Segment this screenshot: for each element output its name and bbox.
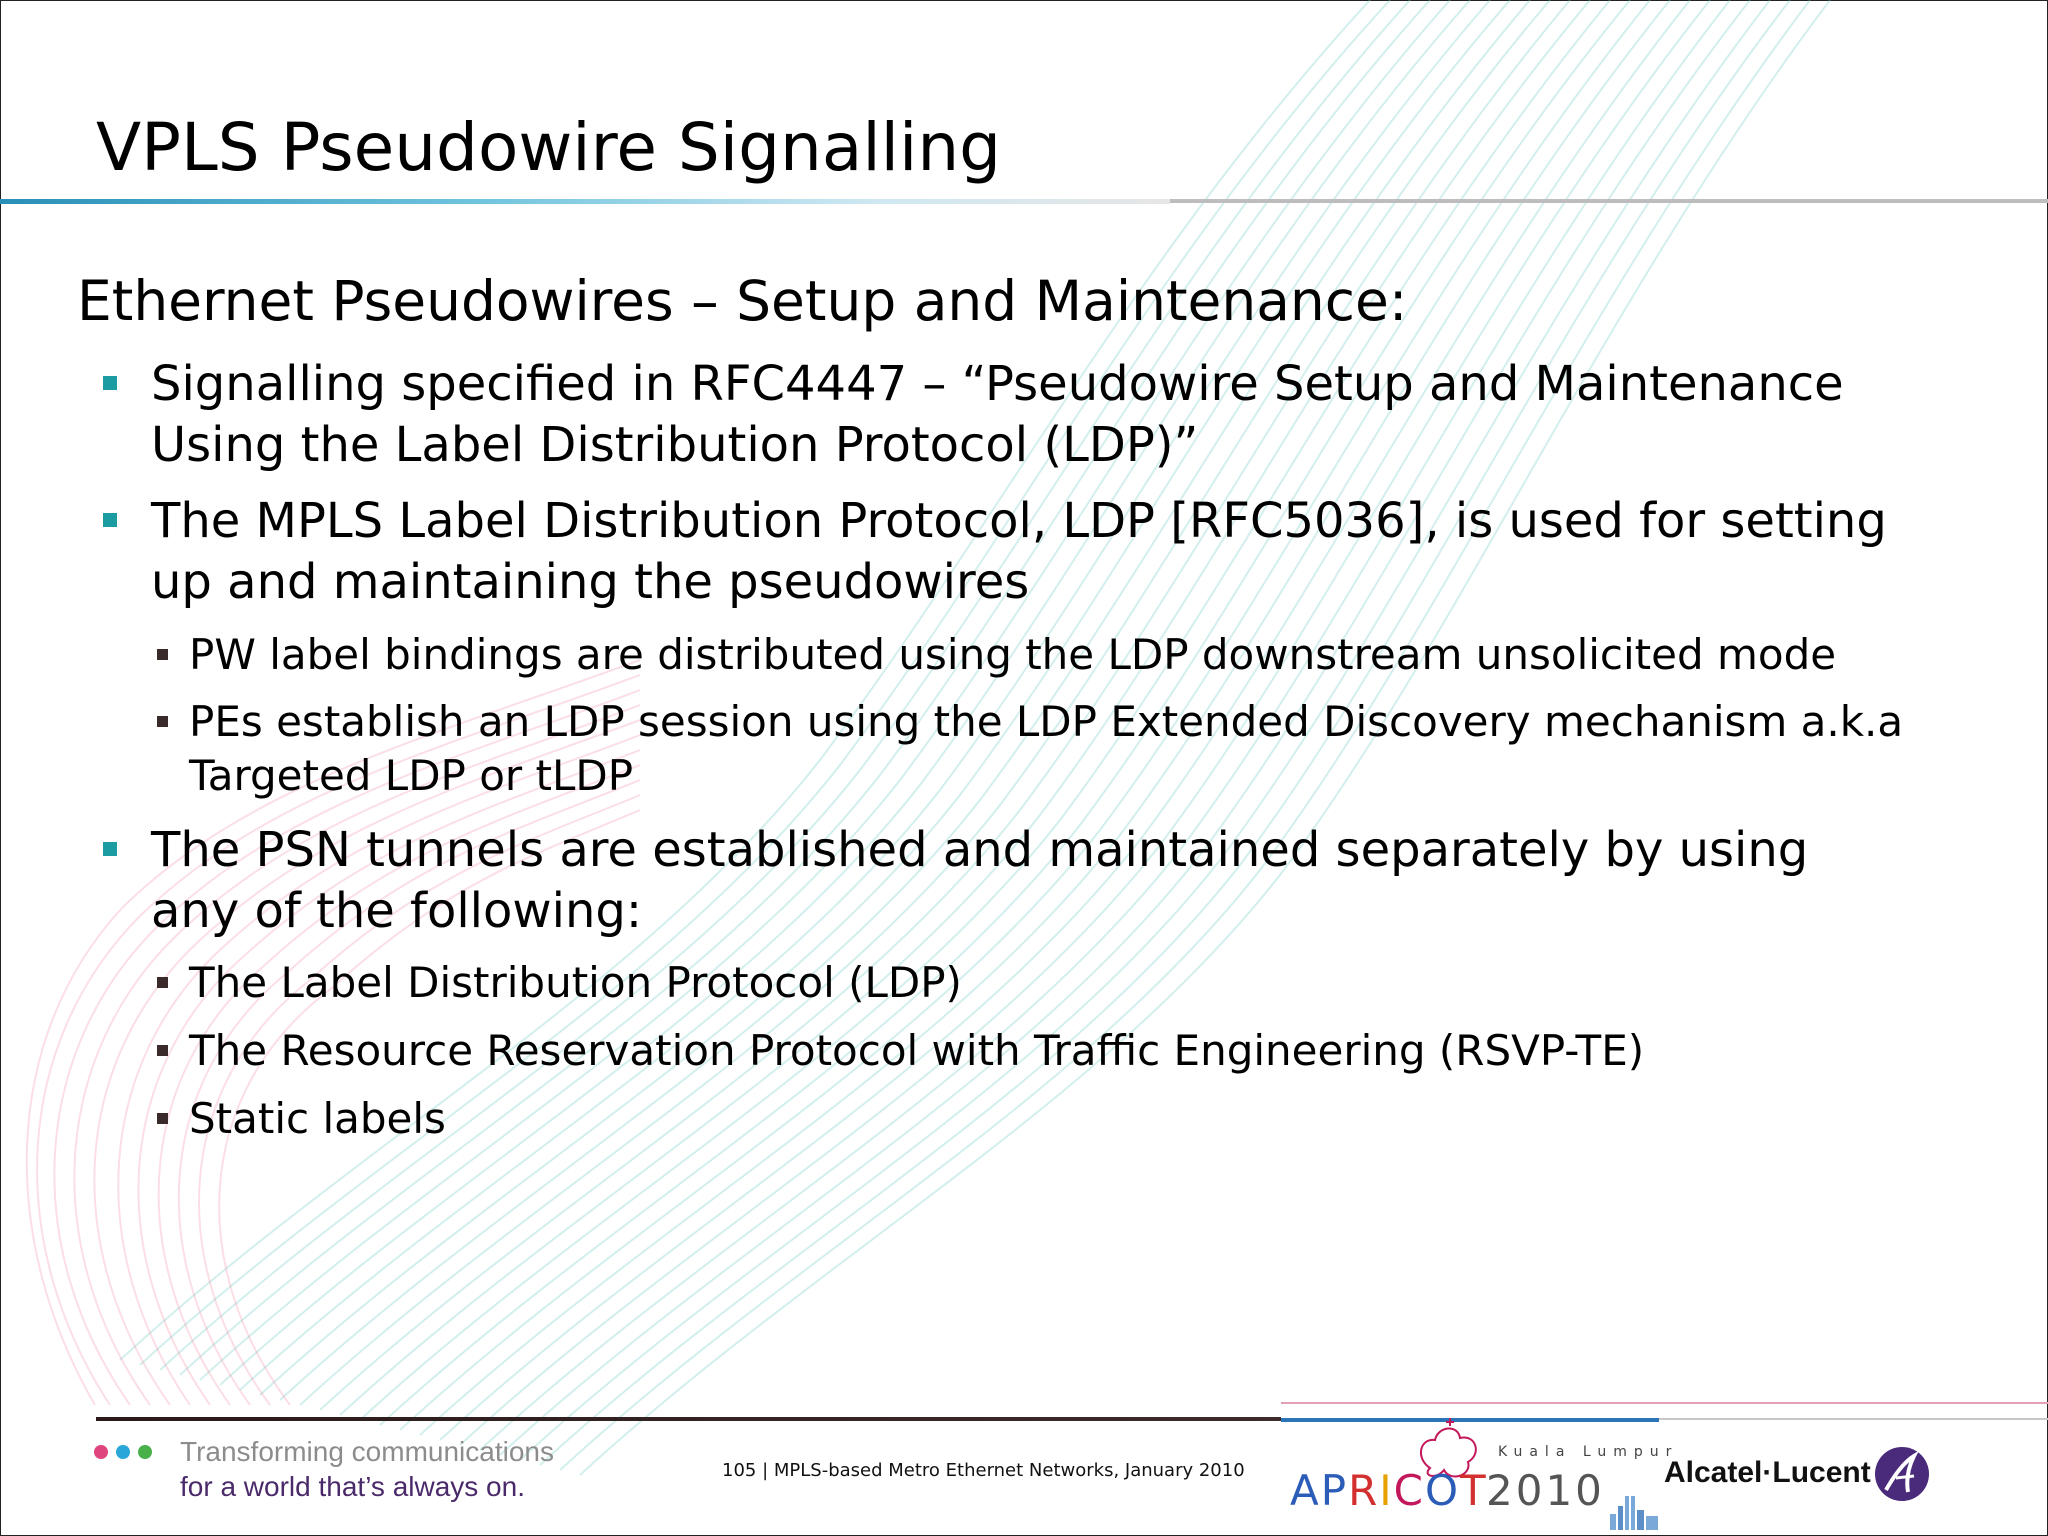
footer-rule [96, 1417, 1281, 1421]
tagline-line-1: Transforming communications [180, 1436, 554, 1467]
bullet-item [151, 491, 1911, 613]
apricot-logo [1290, 1418, 1679, 1530]
footer-rule-pink [1281, 1402, 2048, 1404]
sub-bullet-text: Static labels [189, 1094, 446, 1143]
skyline-icon [1608, 1494, 1660, 1530]
square-bullet-icon [157, 716, 168, 727]
bullet-text: The MPLS Label Distribution Protocol, LDP [RFC5036], is used for setting up and maintaining the pseudowires [151, 493, 1887, 610]
sub-bullet-item [189, 1024, 1909, 1078]
company-tagline [180, 1434, 554, 1504]
bullet-text: The PSN tunnels are established and maintained separately by using any of the following: [151, 822, 1809, 939]
sub-bullet-item [189, 695, 1909, 803]
page-info: 105 | MPLS-based Metro Ethernet Networks, January 2010 [722, 1460, 1245, 1481]
square-bullet-icon [157, 1113, 168, 1124]
sub-bullet-text: PEs establish an LDP session using the LDP Extended Discovery mechanism a.k.a Targeted LDP or tLDP [189, 697, 1904, 800]
slide-title: VPLS Pseudowire Signalling [96, 109, 1002, 186]
pink-dot-icon [94, 1445, 108, 1459]
sub-bullet-item [189, 628, 1909, 682]
square-bullet-icon [157, 1045, 168, 1056]
square-bullet-icon [103, 376, 117, 390]
tagline-dots [94, 1444, 160, 1463]
brand-wordmark: Alcatel·Lucent [1664, 1456, 1871, 1489]
sub-bullet-text: The Resource Reservation Protocol with Traffic Engineering (RSVP-TE) [189, 1026, 1645, 1075]
title-underline-grey [1170, 199, 2048, 203]
sub-bullet-text: PW label bindings are distributed using the LDP downstream unsolicited mode [189, 630, 1837, 679]
square-bullet-icon [157, 977, 168, 988]
event-year: 2010 [1486, 1466, 1605, 1515]
bullet-item [151, 820, 1911, 942]
section-heading: Ethernet Pseudowires – Setup and Maintenance: [77, 269, 1408, 333]
tagline-line-2: for a world that’s always on. [180, 1471, 525, 1502]
event-city: Kuala Lumpur [1498, 1444, 1679, 1460]
sub-bullet-text: The Label Distribution Protocol (LDP) [189, 958, 962, 1007]
sub-bullet-item [189, 1092, 1909, 1146]
alcatel-lucent-logo-icon [1874, 1446, 1930, 1502]
blue-dot-icon [116, 1445, 130, 1459]
footer-rule-grey [1659, 1418, 2048, 1420]
square-bullet-icon [157, 649, 168, 660]
square-bullet-icon [103, 842, 117, 856]
square-bullet-icon [103, 513, 117, 527]
sub-bullet-item [189, 956, 1909, 1010]
green-dot-icon [138, 1445, 152, 1459]
bullet-item [151, 354, 1911, 476]
bullet-text: Signalling specified in RFC4447 – “Pseudowire Setup and Maintenance Using the Label Distribution Protocol (LDP)” [151, 356, 1844, 473]
event-name: APRICOT [1290, 1466, 1488, 1515]
title-underline [0, 199, 1170, 204]
